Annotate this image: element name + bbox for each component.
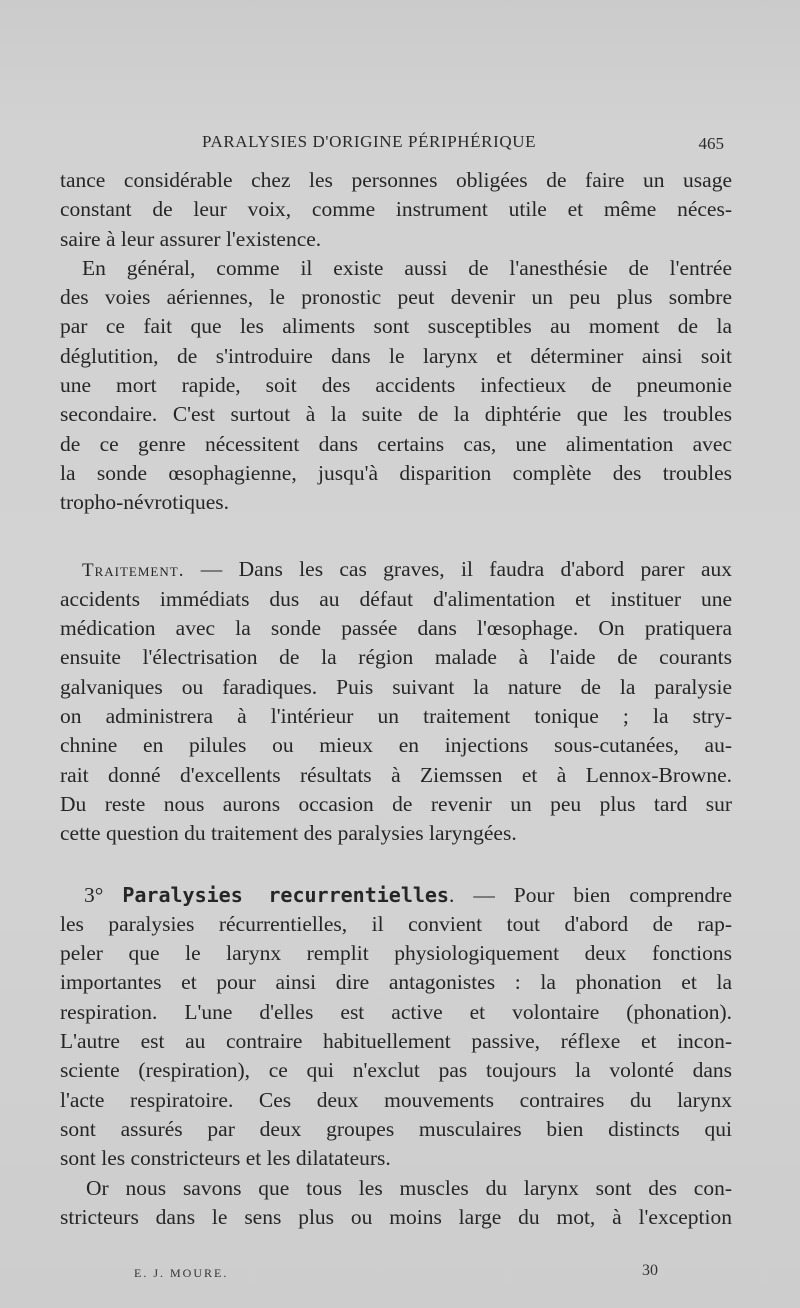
text-fragment: — Dans les cas graves, il faudra d'abord parer aux xyxy=(184,556,732,581)
treatment-label: Traitement. xyxy=(82,559,185,581)
paragraph-continuation xyxy=(60,166,732,254)
text-line: rait donné d'excellents résultats à Ziemssen et à Lennox-Browne. xyxy=(60,762,732,787)
signature-number: 30 xyxy=(642,1262,658,1279)
paragraph-treatment xyxy=(60,555,732,849)
text-line: tropho-névrotiques. xyxy=(60,490,229,515)
running-head xyxy=(60,130,732,158)
text-line: l'acte respiratoire. Ces deux mouvements contraires du larynx xyxy=(60,1087,732,1112)
section-number: 3° xyxy=(84,882,104,907)
section-gap xyxy=(60,849,732,881)
section-heading: Paralysies recurrentielles xyxy=(122,882,449,907)
text-line: accidents immédiats dus au défaut d'alimentation et instituer une xyxy=(60,586,732,611)
text-line xyxy=(60,555,732,585)
text-line: sont les constricteurs et les dilatateurs. xyxy=(60,1146,391,1171)
text-line: galvaniques ou faradiques. Puis suivant la nature de la paralysie xyxy=(60,674,732,699)
text-line: constant de leur voix, comme instrument utile et même néces- xyxy=(60,197,732,222)
text-line: médication avec la sonde passée dans l'œsophage. On pratiquera xyxy=(60,616,732,641)
signature-footer xyxy=(60,1262,732,1284)
text-line: saire à leur assurer l'existence. xyxy=(60,226,322,251)
text-line: la sonde œsophagienne, jusqu'à disparition complète des troubles xyxy=(60,460,732,485)
text-line: déglutition, de s'introduire dans le larynx et déterminer ainsi soit xyxy=(60,343,732,368)
text-line xyxy=(60,881,732,910)
text-line: par ce fait que les aliments sont susceptibles au moment de la xyxy=(60,314,732,339)
page-number: 465 xyxy=(698,134,724,153)
text-line: secondaire. C'est surtout à la suite de la diphtérie que les troubles xyxy=(60,402,732,427)
text-line: sont assurés par deux groupes musculaires bien distincts qui xyxy=(60,1116,732,1141)
text-line: des voies aériennes, le pronostic peut devenir un peu plus sombre xyxy=(60,285,732,310)
text-line: tance considérable chez les personnes obligées de faire un usage xyxy=(60,168,732,192)
text-line: ensuite l'électrisation de la région malade à l'aide de courants xyxy=(60,645,732,670)
text-line: L'autre est au contraire habituellement passive, réflexe et incon- xyxy=(60,1029,732,1054)
paragraph-muscles xyxy=(60,1174,732,1233)
text-line: on administrera à l'intérieur un traitement tonique ; la stry- xyxy=(60,704,732,729)
body-text xyxy=(60,166,732,1232)
paragraph-recurrent xyxy=(60,881,732,1174)
text-line: de ce genre nécessitent dans certains cas, une alimentation avec xyxy=(60,431,732,456)
text-line: peler que le larynx remplit physiologiquement deux fonctions xyxy=(60,941,732,966)
running-title: PARALYSIES D'ORIGINE PÉRIPHÉRIQUE xyxy=(202,132,537,151)
text-line: respiration. L'une d'elles est active et volontaire (phonation). xyxy=(60,999,732,1024)
text-line: chnine en pilules ou mieux en injections sous-cutanées, au- xyxy=(60,733,732,758)
text-fragment: . — Pour bien comprendre xyxy=(448,882,732,907)
text-line: les paralysies récurrentielles, il convient tout d'abord de rap- xyxy=(60,911,732,936)
paragraph-prognosis xyxy=(60,254,732,518)
text-line: Du reste nous aurons occasion de revenir un peu plus tard sur xyxy=(60,791,732,816)
section-gap xyxy=(60,518,732,555)
printer-signature: E. J. MOURE. xyxy=(134,1266,229,1280)
text-line: En général, comme il existe aussi de l'anesthésie de l'entrée xyxy=(82,255,732,280)
text-line: importantes et pour ainsi dire antagonistes : la phonation et la xyxy=(60,970,732,995)
text-line: stricteurs dans le sens plus ou moins large du mot, à l'exception xyxy=(60,1204,732,1229)
text-line: sciente (respiration), ce qui n'exclut pas toujours la volonté dans xyxy=(60,1058,732,1083)
text-line: une mort rapide, soit des accidents infectieux de pneumonie xyxy=(60,373,732,398)
text-line: Or nous savons que tous les muscles du larynx sont des con- xyxy=(86,1175,732,1200)
text-line: cette question du traitement des paralysies laryngées. xyxy=(60,821,517,846)
